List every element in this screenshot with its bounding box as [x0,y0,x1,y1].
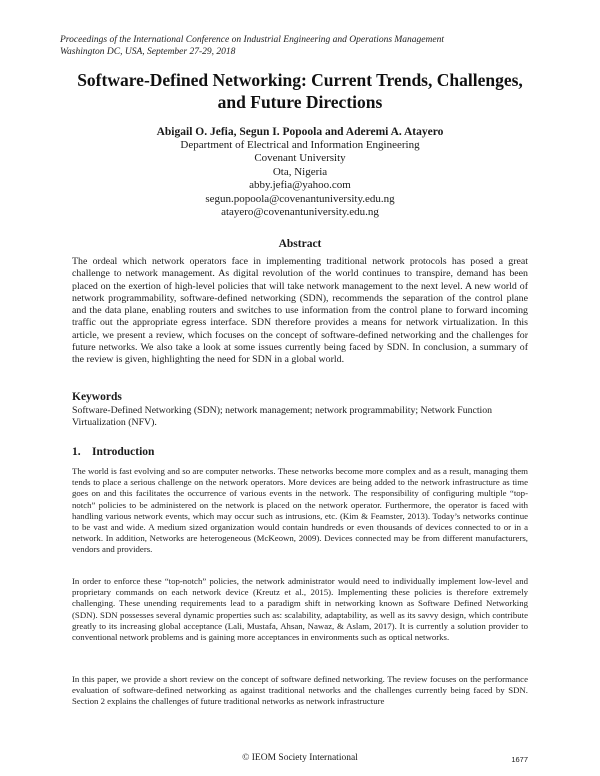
abstract-heading: Abstract [278,238,322,250]
page-number: 1677 [511,755,528,764]
paper-title [40,69,560,113]
section-number: 1. [72,446,81,458]
title-line-2: and Future Directions [217,92,383,112]
header-location-date: Washington DC, USA, September 27-29, 2018 [60,47,236,57]
footer-copyright: © IEOM Society International [242,753,358,763]
title-line-1: Software-Defined Networking: Current Trends, Challenges, [77,70,523,90]
intro-paragraph: In order to enforce these “top-notch” policies, the network administrator would need to individually implement low-level and proprietary commands on each network device (Kreutz et al., 2015). Implementing these policies is therefore extremely challenging. These unending requirements lead to a paradigm shift in networking known as Software Defined Networking (SDN). SDN possesses several dynamic properties such as: scalability, adaptability, as well as its savvy design, which contribute greatly to its increasing global acceptance (Lali, Mustafa, Ahsan, Nawaz, & Aslam, 2017). It is currently a solution provider to conventional network problems and is gaining more acceptances in environments such as optical networks. [72,576,528,643]
running-header [60,34,540,58]
affiliation-location: Ota, Nigeria [272,165,328,178]
header-conference: Proceedings of the International Conference on Industrial Engineering and Operations Management [60,35,444,45]
section-heading-introduction [72,445,528,459]
author-email: atayero@covenantuniversity.edu.ng [221,205,379,218]
author-email: abby.jefia@yahoo.com [249,179,351,192]
keywords-text: Software-Defined Networking (SDN); network management; network programmability; Network Function Virtualization (NFV). [72,405,493,428]
intro-paragraph: In this paper, we provide a short review on the concept of software defined networking. The review focuses on the performance evaluation of software-defined networking as against traditional networks and the challenges currently being faced by SDN. Section 2 explains the challenges of future traditional networks as network infrastructure [72,674,528,707]
section-title: Introduction [92,446,155,458]
author-email: segun.popoola@covenantuniversity.edu.ng [205,192,395,205]
affiliation-university: Covenant University [254,152,346,165]
abstract-text: The ordeal which network operators face in implementing traditional network protocols has posed a great challenge to network management. As digital revolution of the world continues to transpire, demand has been placed on the exertion of high-level policies that will take network management to the next level. A new world of network programmability, software-defined networking (SDN), recommends the separation of the control plane and the data plane, enabling routers and switches to use information from the control plane to forward incoming traffic out the appropriate egress interface. SDN therefore provides a means for network virtualization. In this article, we present a review, which focuses on the concept of software-defined networking and the challenges for future networks. We also take a look at some issues currently being faced by SDN. In conclusion, a summary of the review is given, highlighting the need for SDN in a global world. [72,256,528,366]
author-list: Abigail O. Jefia, Segun I. Popoola and Aderemi A. Atayero [156,126,444,138]
keywords-heading: Keywords [72,391,122,403]
affiliation-department: Department of Electrical and Information Engineering [180,139,420,151]
intro-paragraph: The world is fast evolving and so are computer networks. These networks become more complex and as a result, managing them tends to place a serious challenge on the network operators. More devices are being added to the network infrastructure as time goes on and this facilitates the occurrence of various events in the network. The responsibility of configuring multiple “top-notch” policies to be administered on the network is placed on the network operator. Furthermore, the operator is faced with handling various network events, which may occur such as intrusions, etc. (Kim & Feamster, 2013). Today’s networks continue to be vast and wide. A medium sized organization would contain hundreds or even thousands of devices connected to or in a network. In addition, Networks are heterogeneous (McKeown, 2009). Devices connected may be from different manufacturers, vendors and providers. [72,466,528,555]
affiliation-block [40,139,560,219]
